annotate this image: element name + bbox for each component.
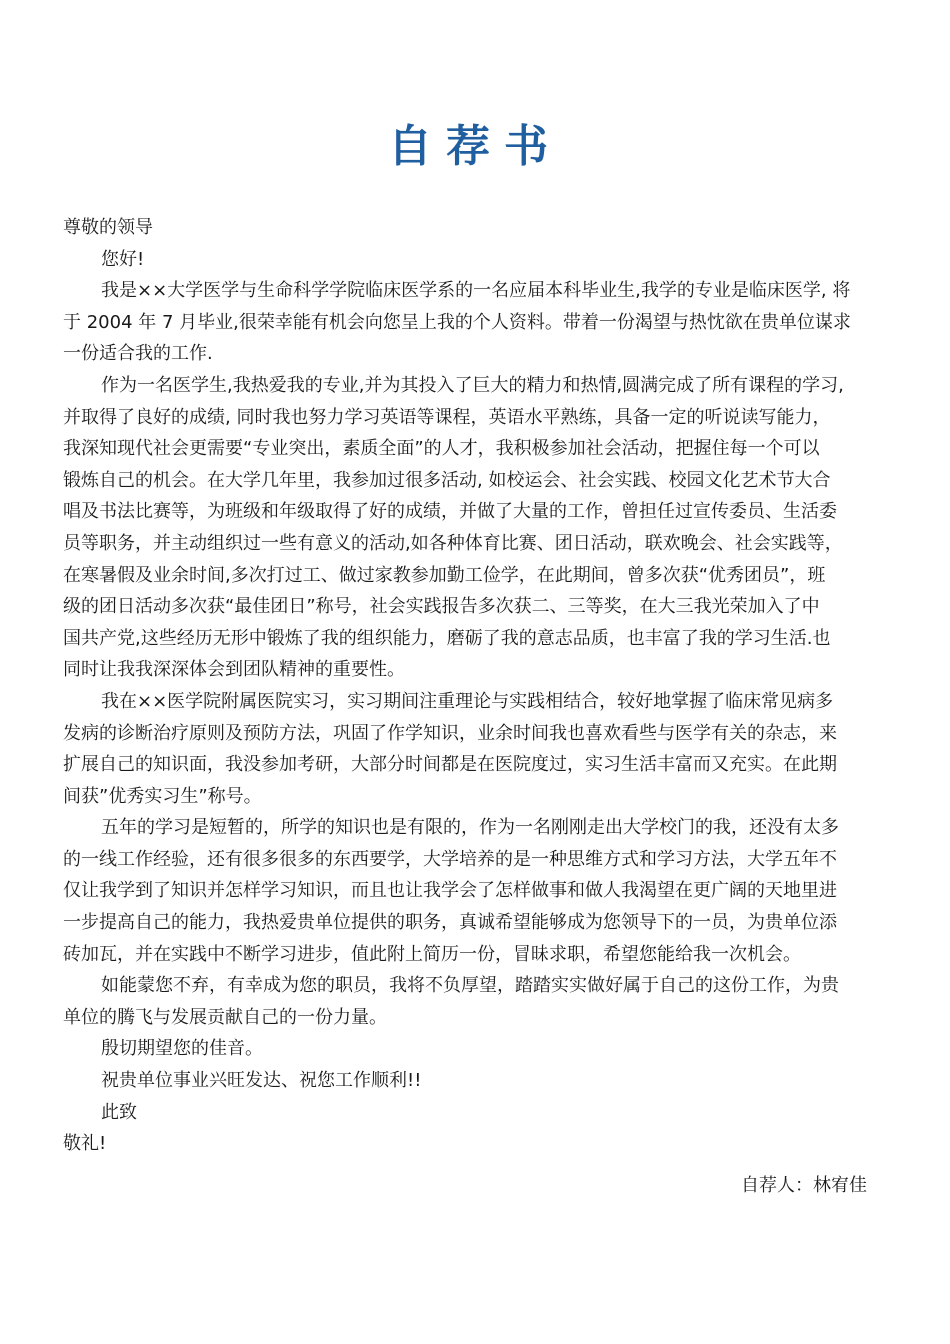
letter-paragraphs [63,275,893,1128]
letter-line: 间获”优秀实习生”称号。 [63,785,262,807]
letter-line: 唱及书法比赛等，为班级和年级取得了好的成绩，并做了大量的工作，曾担任过宣传委员、生活委 [63,501,837,523]
letter-line: 作为一名医学生,我热爱我的专业,并为其投入了巨大的精力和热情,圆满完成了所有课程的学习, [101,374,844,396]
letter-line: 员等职务，并主动组织过一些有意义的活动,如各种体育比赛、团日活动，联欢晚会、社会实践等， [63,532,843,554]
page-title: 自荐书 [388,121,562,172]
salutation: 尊敬的领导 [63,217,153,238]
letter-line: 单位的腾飞与发展贡献自己的一份力量。 [63,1006,387,1028]
letter-line: 砖加瓦，并在实践中不断学习进步，值此附上简历一份，冒昧求职，希望您能给我一次机会。 [63,943,801,965]
letter-line: 一步提高自己的能力，我热爱贵单位提供的职务，真诚希望能够成为您领导下的一员，为贵单位添 [63,912,837,934]
letter-line: 如能蒙您不弃，有幸成为您的职员，我将不负厚望，踏踏实实做好属于自己的这份工作，为贵 [101,975,839,997]
closing: 敬礼! [63,1133,107,1155]
letter-line: 锻炼自己的机会。在大学几年里，我参加过很多活动, 如校运会、社会实践、校园文化艺术节大合 [63,469,831,491]
letter-line: 国共产党,这些经历无形中锻炼了我的组织能力，磨砺了我的意志品质，也丰富了我的学习生活.也 [63,627,831,649]
letter-line: 级的团日活动多次获“最佳团日”称号，社会实践报告多次获二、三等奖，在大三我光荣加入了中 [63,596,820,618]
letter-line: 同时让我我深深体会到团队精神的重要性。 [63,659,405,681]
letter-line: 发病的诊断治疗原则及预防方法，巩固了作学知识，业余时间我也喜欢看些与医学有关的杂志，来 [63,722,837,744]
letter-line: 我在××医学院附属医院实习，实习期间注重理论与实践相结合，较好地掌握了临床常见病多 [101,690,834,712]
letter-line: 一份适合我的工作. [63,343,213,365]
greeting: 您好! [101,248,145,270]
letter-line: 我是××大学医学与生命科学学院临床医学系的一名应届本科毕业生,我学的专业是临床医学, 将 [101,280,851,302]
letter-line: 在寒暑假及业余时间,多次打过工、做过家教参加勤工俭学，在此期间，曾多次获“优秀团员”，班 [63,564,826,586]
letter-line: 此致 [101,1101,137,1123]
letter-line: 仅让我学到了知识并怎样学习知识，而且也让我学会了怎样做事和做人我渴望在更广阔的天地里进 [63,880,837,902]
letter-line: 扩展自己的知识面，我没参加考研，大部分时间都是在医院度过，实习生活丰富而又充实。在此期 [63,754,837,776]
letter-line: 于 2004 年 7 月毕业,很荣幸能有机会向您呈上我的个人资料。带着一份渴望与热忱欲在贵单位谋求 [63,311,851,333]
letter-line: 我深知现代社会更需要“专业突出，素质全面”的人才，我积极参加社会活动，把握住每一个可以 [63,438,820,460]
letter-body [63,212,893,1160]
signature: 自荐人：林宥佳 [741,1175,867,1196]
letter-line: 祝贵单位事业兴旺发达、祝您工作顺利!! [101,1070,422,1092]
letter-line: 的一线工作经验，还有很多很多的东西要学，大学培养的是一种思维方式和学习方法，大学五年不 [63,848,837,870]
letter-line: 并取得了良好的成绩, 同时我也努力学习英语等课程，英语水平熟练，具备一定的听说读写能力， [63,406,831,428]
letter-line: 五年的学习是短暂的，所学的知识也是有限的，作为一名刚刚走出大学校门的我，还没有太多 [101,817,839,839]
letter-line: 殷切期望您的佳音。 [101,1038,263,1060]
